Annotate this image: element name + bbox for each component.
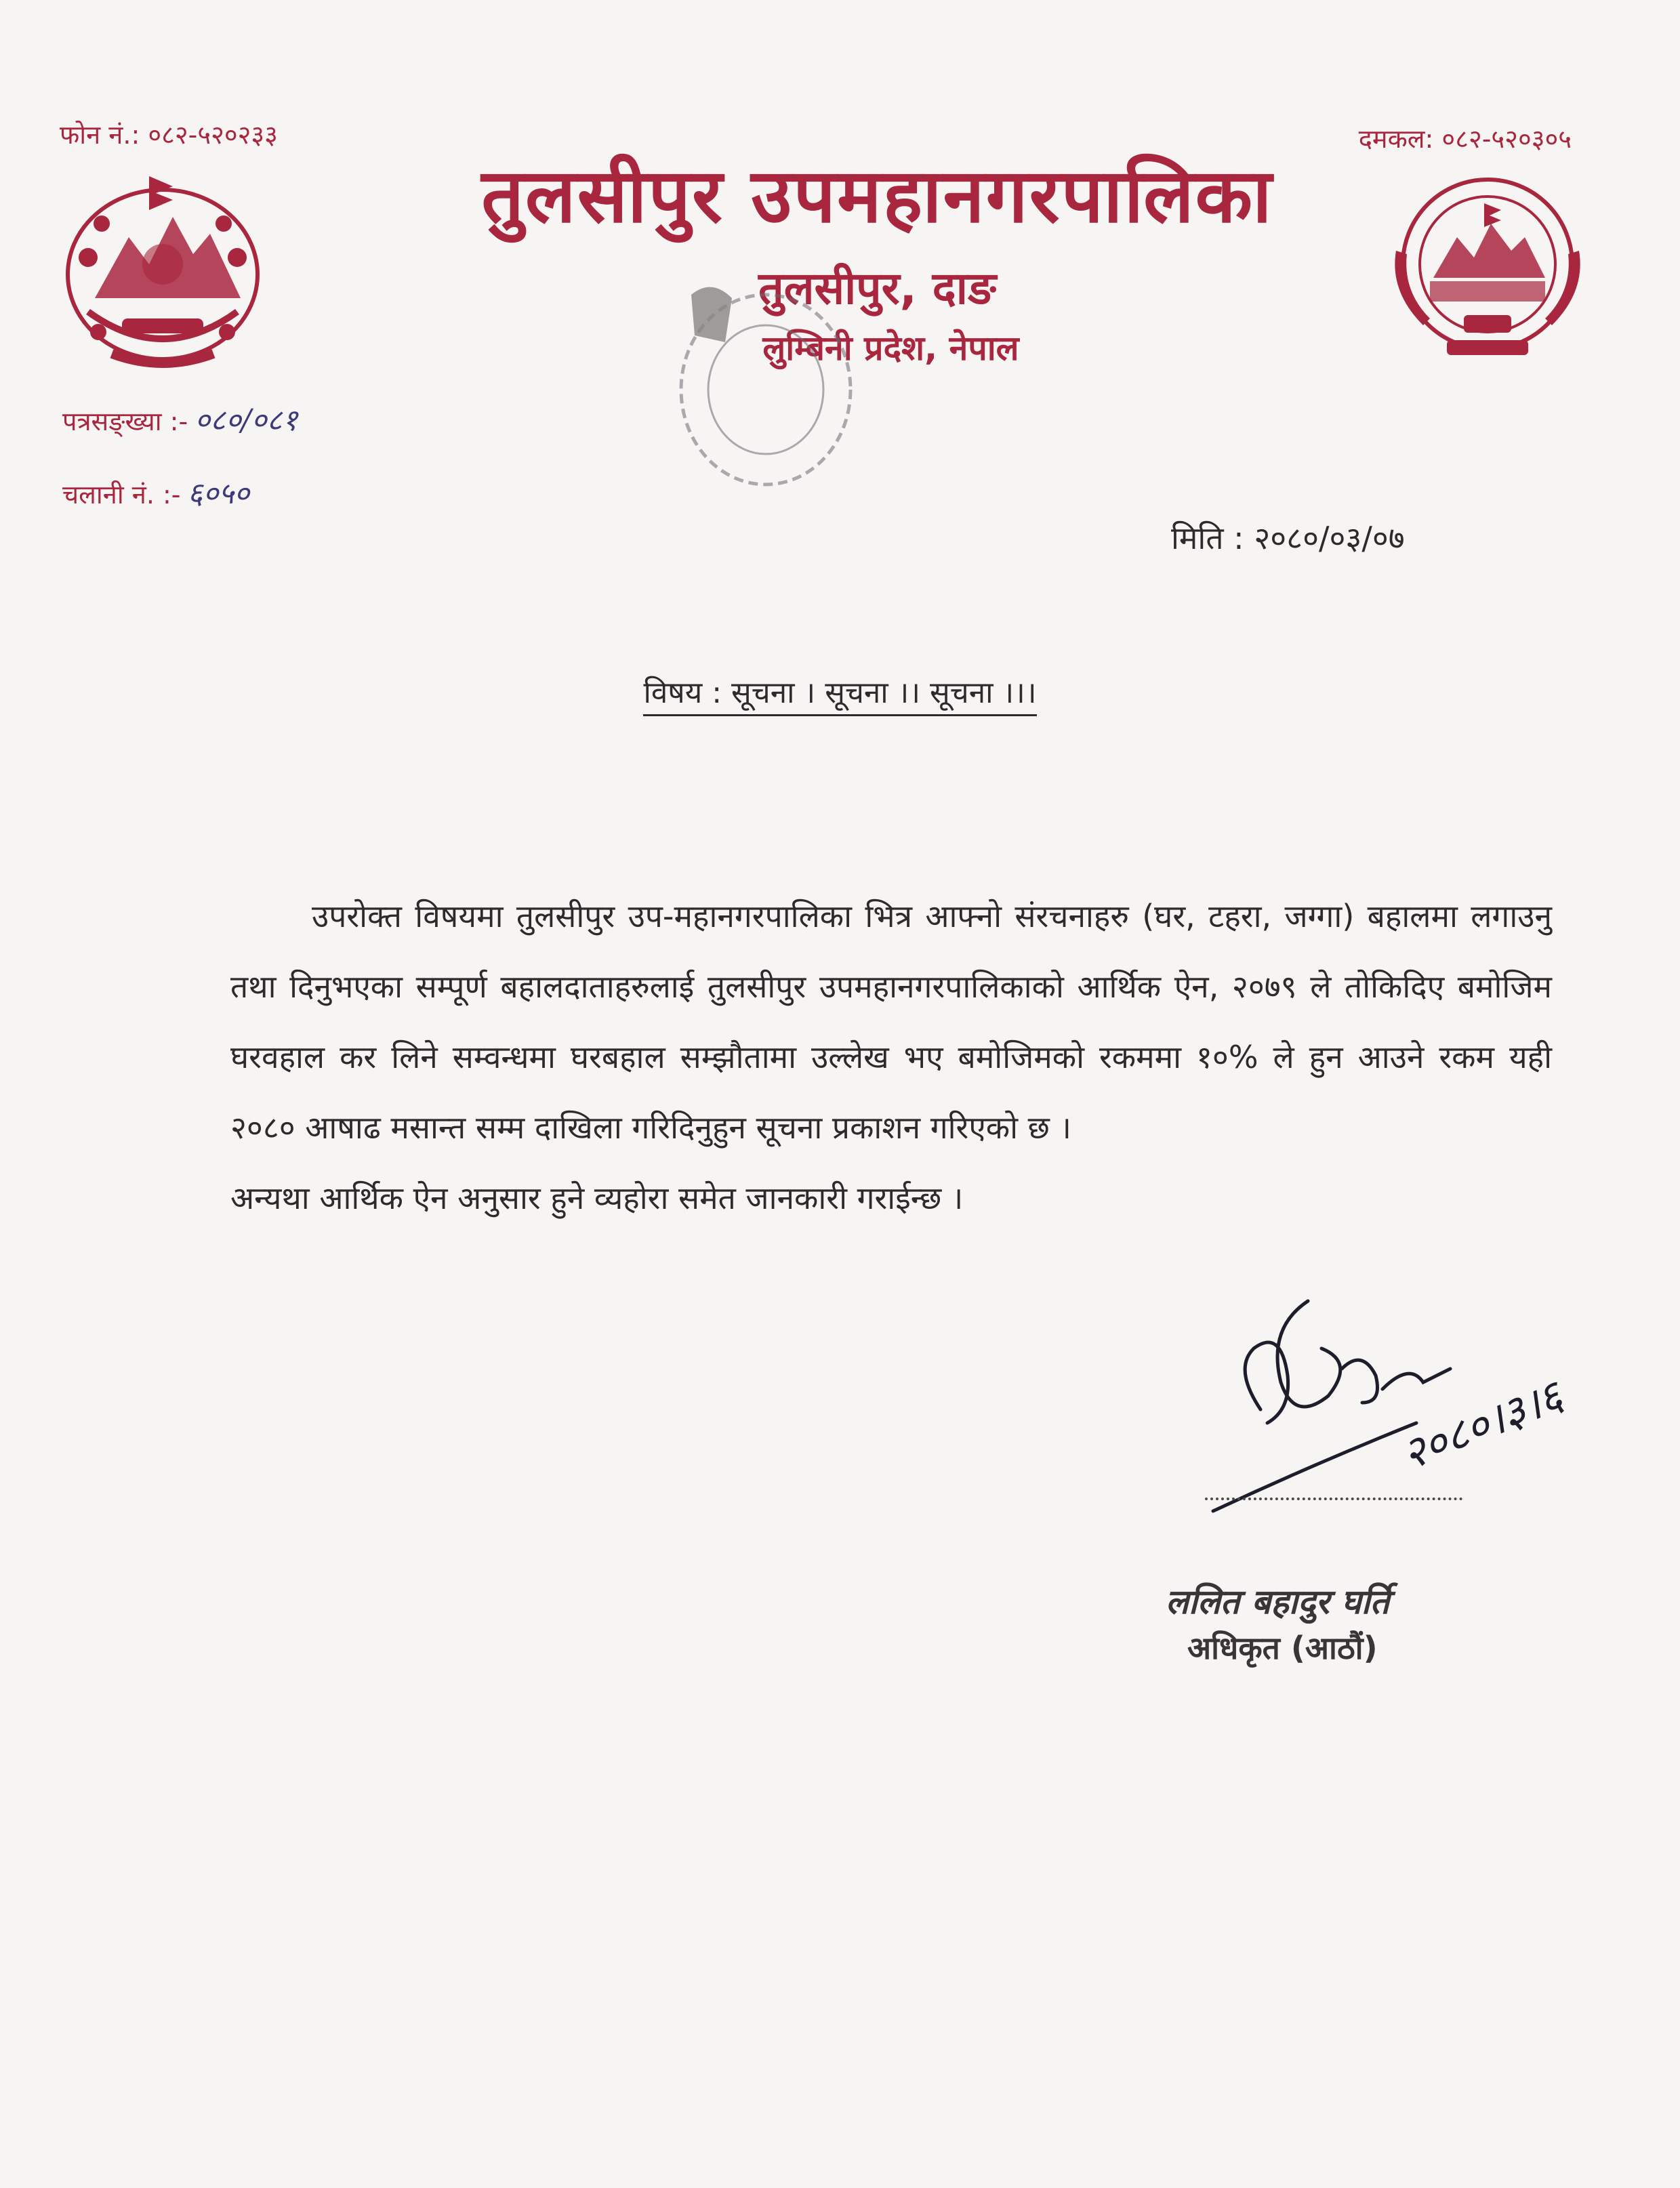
signature-line [1205,1498,1462,1500]
handwritten-signature [1206,1287,1570,1572]
subject-text: विषय : सूचना । सूचना ।। सूचना ।।। [643,676,1036,716]
body-paragraph: उपरोक्त विषयमा तुलसीपुर उप-महानगरपालिका भित्र आफ्नो संरचनाहरु (घर, टहरा, जग्गा) बहालमा लगाउनु तथा दिनुभएका सम्पूर्ण बहालदाताहरुलाई तुलसीपुर उपमहानगरपालिकाको आर्थिक ऐन, २०७९ ले तोकिदिए बमोजिम घरवहाल कर लिने सम्वन्धमा घरबहाल सम्झौतामा उल्लेख भए बमोजिमको रकममा १०% ले हुन आउने रकम यही २०८० आषाढ मसान्त सम्म दाखिला गरिदिनुहुन सूचना प्रकाशन गरिएको छ । [230,898,1552,1146]
subject-line [0,671,1680,711]
fire-brigade-number: दमकल: ०८२-५२०३०५ [1358,124,1572,154]
signer-name: ललित बहादुर घर्ति [1166,1582,1390,1622]
letter-body [230,881,1552,1233]
letter-number-row [62,398,298,439]
dispatch-number-value: ६०५० [187,476,250,511]
date-label: मिति : [1171,520,1244,556]
letter-number-label: पत्रसङ्ख्या :- [62,407,188,436]
dispatch-number-label: चलानी नं. :- [62,480,181,510]
handwritten-date: २०८०।३।६ [1395,1371,1570,1481]
office-province: लुम्बिनी प्रदेश, नेपाल [762,329,1019,368]
date-value: २०८०/०३/०७ [1254,520,1405,556]
signer-title: अधिकृत (आठौं) [1187,1630,1378,1666]
dispatch-number-row [62,472,249,512]
office-city: तुलसीपुर, दाङ [758,262,996,314]
letter-number-value: ०८०/०८१ [194,403,298,438]
office-seal-stamp [664,268,861,498]
date-line [1171,516,1405,558]
office-name: तुलसीपुर उपमहानगरपालिका [481,152,1273,239]
body-paragraph: अन्यथा आर्थिक ऐन अनुसार हुने व्यहोरा समेत जानकारी गराईन्छ । [230,1180,964,1216]
phone-number: फोन नं.: ०८२-५२०२३३ [60,120,278,150]
